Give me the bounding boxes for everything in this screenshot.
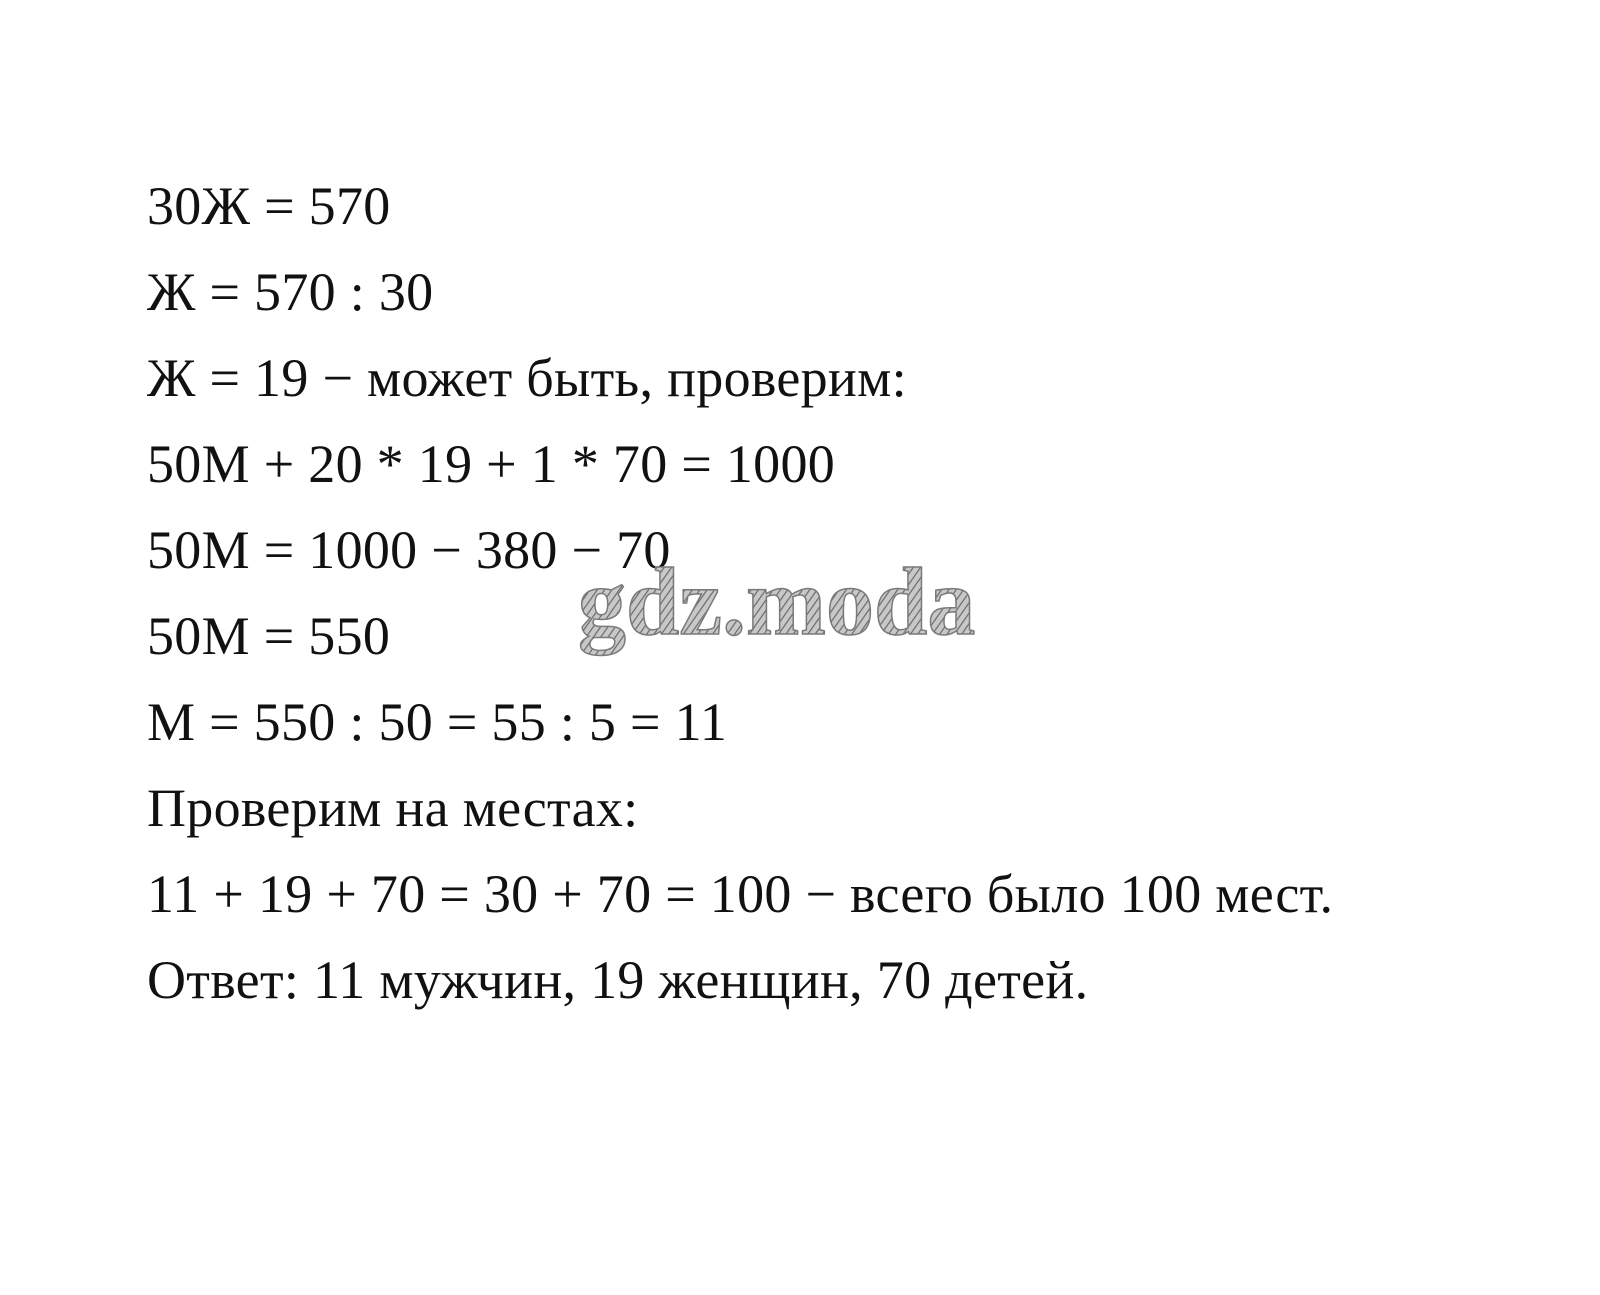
watermark-logo	[572, 562, 1022, 672]
equation-line-3: Ж = 19 − может быть, проверим:	[147, 348, 907, 408]
check-heading: Проверим на местах:	[147, 778, 639, 838]
equation-line-7: М = 550 : 50 = 55 : 5 = 11	[147, 692, 728, 752]
answer-line: Ответ: 11 мужчин, 19 женщин, 70 детей.	[147, 950, 1089, 1010]
equation-line-1: 30Ж = 570	[147, 176, 391, 236]
equation-line-5: 50М = 1000 − 380 − 70	[147, 520, 671, 580]
equation-line-4: 50М + 20 * 19 + 1 * 70 = 1000	[147, 434, 836, 494]
check-line: 11 + 19 + 70 = 30 + 70 = 100 − всего было 100 мест.	[147, 864, 1334, 924]
equation-line-6: 50М = 550	[147, 606, 391, 666]
equation-line-2: Ж = 570 : 30	[147, 262, 434, 322]
watermark-text: gdz.moda	[578, 562, 976, 655]
